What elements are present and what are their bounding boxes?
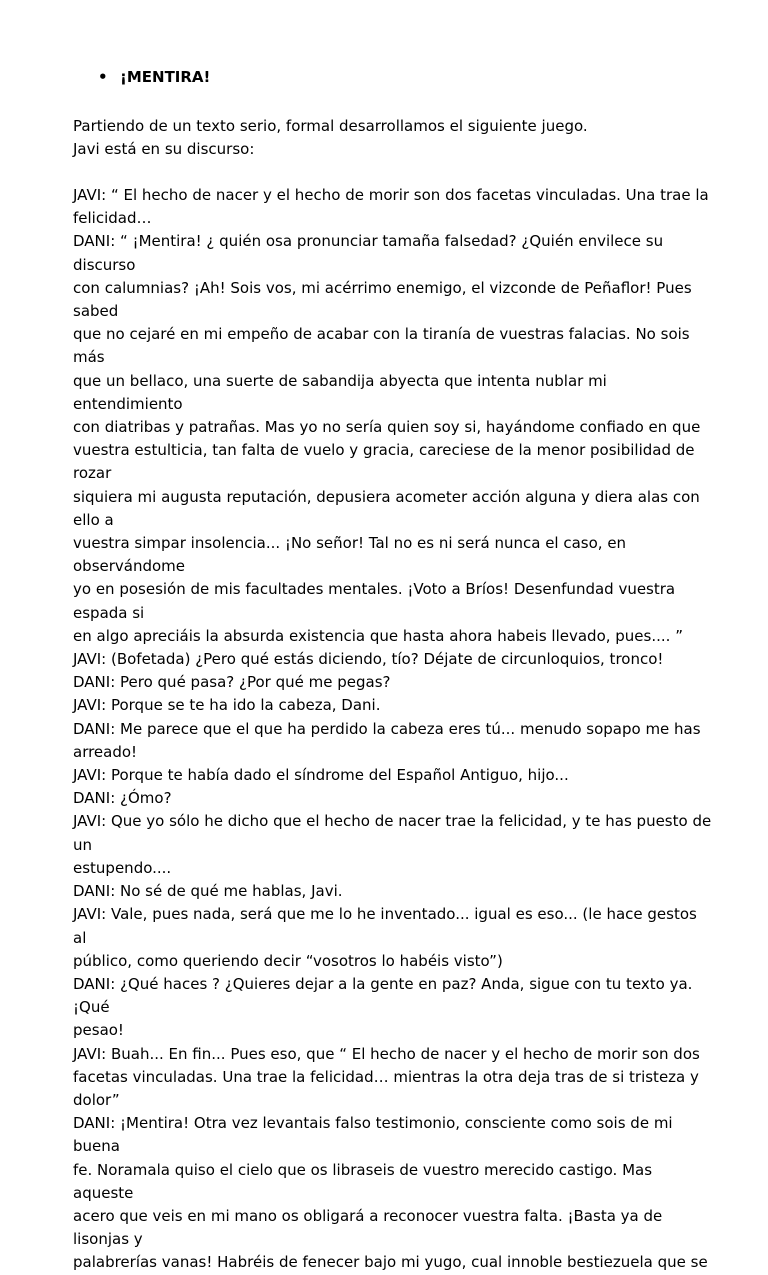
intro-paragraph (73, 115, 713, 161)
dialogue-line: JAVI: Porque se te ha ido la cabeza, Dani. (73, 696, 381, 715)
dialogue-line: DANI: Me parece que el que ha perdido la cabeza eres tú... menudo sopapo me has (73, 719, 701, 738)
dialogue-line: con calumnias? ¡Ah! Sois vos, mi acérrimo enemigo, el vizconde de Peñaflor! Pues sabed (73, 278, 692, 321)
dialogue-line: JAVI: “ El hecho de nacer y el hecho de morir son dos facetas vinculadas. Una trae la (73, 186, 709, 204)
dialogue-line: facetas vinculadas. Una trae la felicidad… mientras la otra deja tras de si tristeza y (73, 1067, 699, 1086)
heading-text: ¡MENTIRA! (120, 68, 211, 86)
intro-line: Javi está en su discurso: (73, 140, 255, 159)
dialogue-line: vuestra estulticia, tan falta de vuelo y gracia, careciese de la menor posibilidad de rozar (73, 441, 695, 483)
dialogue-line: siquiera mi augusta reputación, depusiera acometer acción alguna y diera alas con ello a (73, 487, 700, 529)
dialogue-line: fe. Noramala quiso el cielo que os libraseis de vuestro merecido castigo. Mas aqueste (73, 1160, 653, 1202)
dialogue-line: DANI: “ ¡Mentira! ¿ quién osa pronunciar tamaña falsedad? ¿Quién envilece su discurso (73, 232, 664, 274)
dialogue-line: con diatribas y patrañas. Mas yo no sería quien soy si, hayándome confiado en que (73, 418, 701, 437)
dialogue-line: palabrerías vanas! Habréis de fenecer bajo mi yugo, cual innoble bestiezuela que se (73, 1253, 708, 1272)
intro-line: Partiendo de un texto serio, formal desarrollamos el siguiente juego. (73, 117, 588, 135)
dialogue-text (73, 184, 713, 1275)
dialogue-line: arreado! (73, 742, 138, 761)
dialogue-line: JAVI: Buah... En fin... Pues eso, que “ El hecho de nacer y el hecho de morir son dos (73, 1044, 700, 1063)
dialogue-line: JAVI: Que yo sólo he dicho que el hecho de nacer trae la felicidad, y te has puesto de un (73, 812, 712, 854)
dialogue-line: JAVI: Porque te había dado el síndrome del Español Antiguo, hijo... (73, 766, 569, 785)
dialogue-line: DANI: Pero qué pasa? ¿Por qué me pegas? (73, 673, 391, 692)
dialogue-line: vuestra simpar insolencia... ¡No señor! Tal no es ni será nunca el caso, en observándome (73, 534, 627, 576)
dialogue-line: DANI: ¿Qué haces ? ¿Quieres dejar a la gente en paz? Anda, sigue con tu texto ya. ¡Qué (73, 974, 693, 1017)
dialogue-line: pesao! (73, 1021, 124, 1040)
dialogue-line: que no cejaré en mi empeño de acabar con la tiranía de vuestras falacias. No sois más (73, 325, 690, 367)
dialogue-line: público, como queriendo decir “vosotros lo habéis visto”) (73, 951, 503, 970)
dialogue-line: JAVI: Vale, pues nada, será que me lo he inventado... igual es eso... (le hace gestos al (73, 905, 697, 947)
dialogue-line: estupendo.... (73, 858, 172, 877)
dialogue-line: dolor” (73, 1090, 120, 1109)
dialogue-line: DANI: No sé de qué me hablas, Javi. (73, 882, 343, 901)
bullet-icon: • (98, 68, 108, 86)
dialogue-line: yo en posesión de mis facultades mentales. ¡Voto a Bríos! Desenfundad vuestra espada si (73, 580, 676, 622)
dialogue-line: DANI: ¿Ómo? (73, 789, 172, 808)
dialogue-line: en algo apreciáis la absurda existencia que hasta ahora habeis llevado, pues.... ” (73, 626, 683, 645)
dialogue-line: que un bellaco, una suerte de sabandija abyecta que intenta nublar mi entendimiento (73, 371, 607, 413)
dialogue-line: acero que veis en mi mano os obligará a reconocer vuestra falta. ¡Basta ya de lisonjas y (73, 1206, 663, 1249)
dialogue-line: JAVI: (Bofetada) ¿Pero qué estás diciendo, tío? Déjate de circunloquios, tronco! (73, 650, 664, 669)
dialogue-line: felicidad… (73, 209, 152, 228)
dialogue-line: DANI: ¡Mentira! Otra vez levantais falso testimonio, consciente como sois de mi buena (73, 1114, 673, 1156)
bullet-heading (98, 66, 210, 89)
